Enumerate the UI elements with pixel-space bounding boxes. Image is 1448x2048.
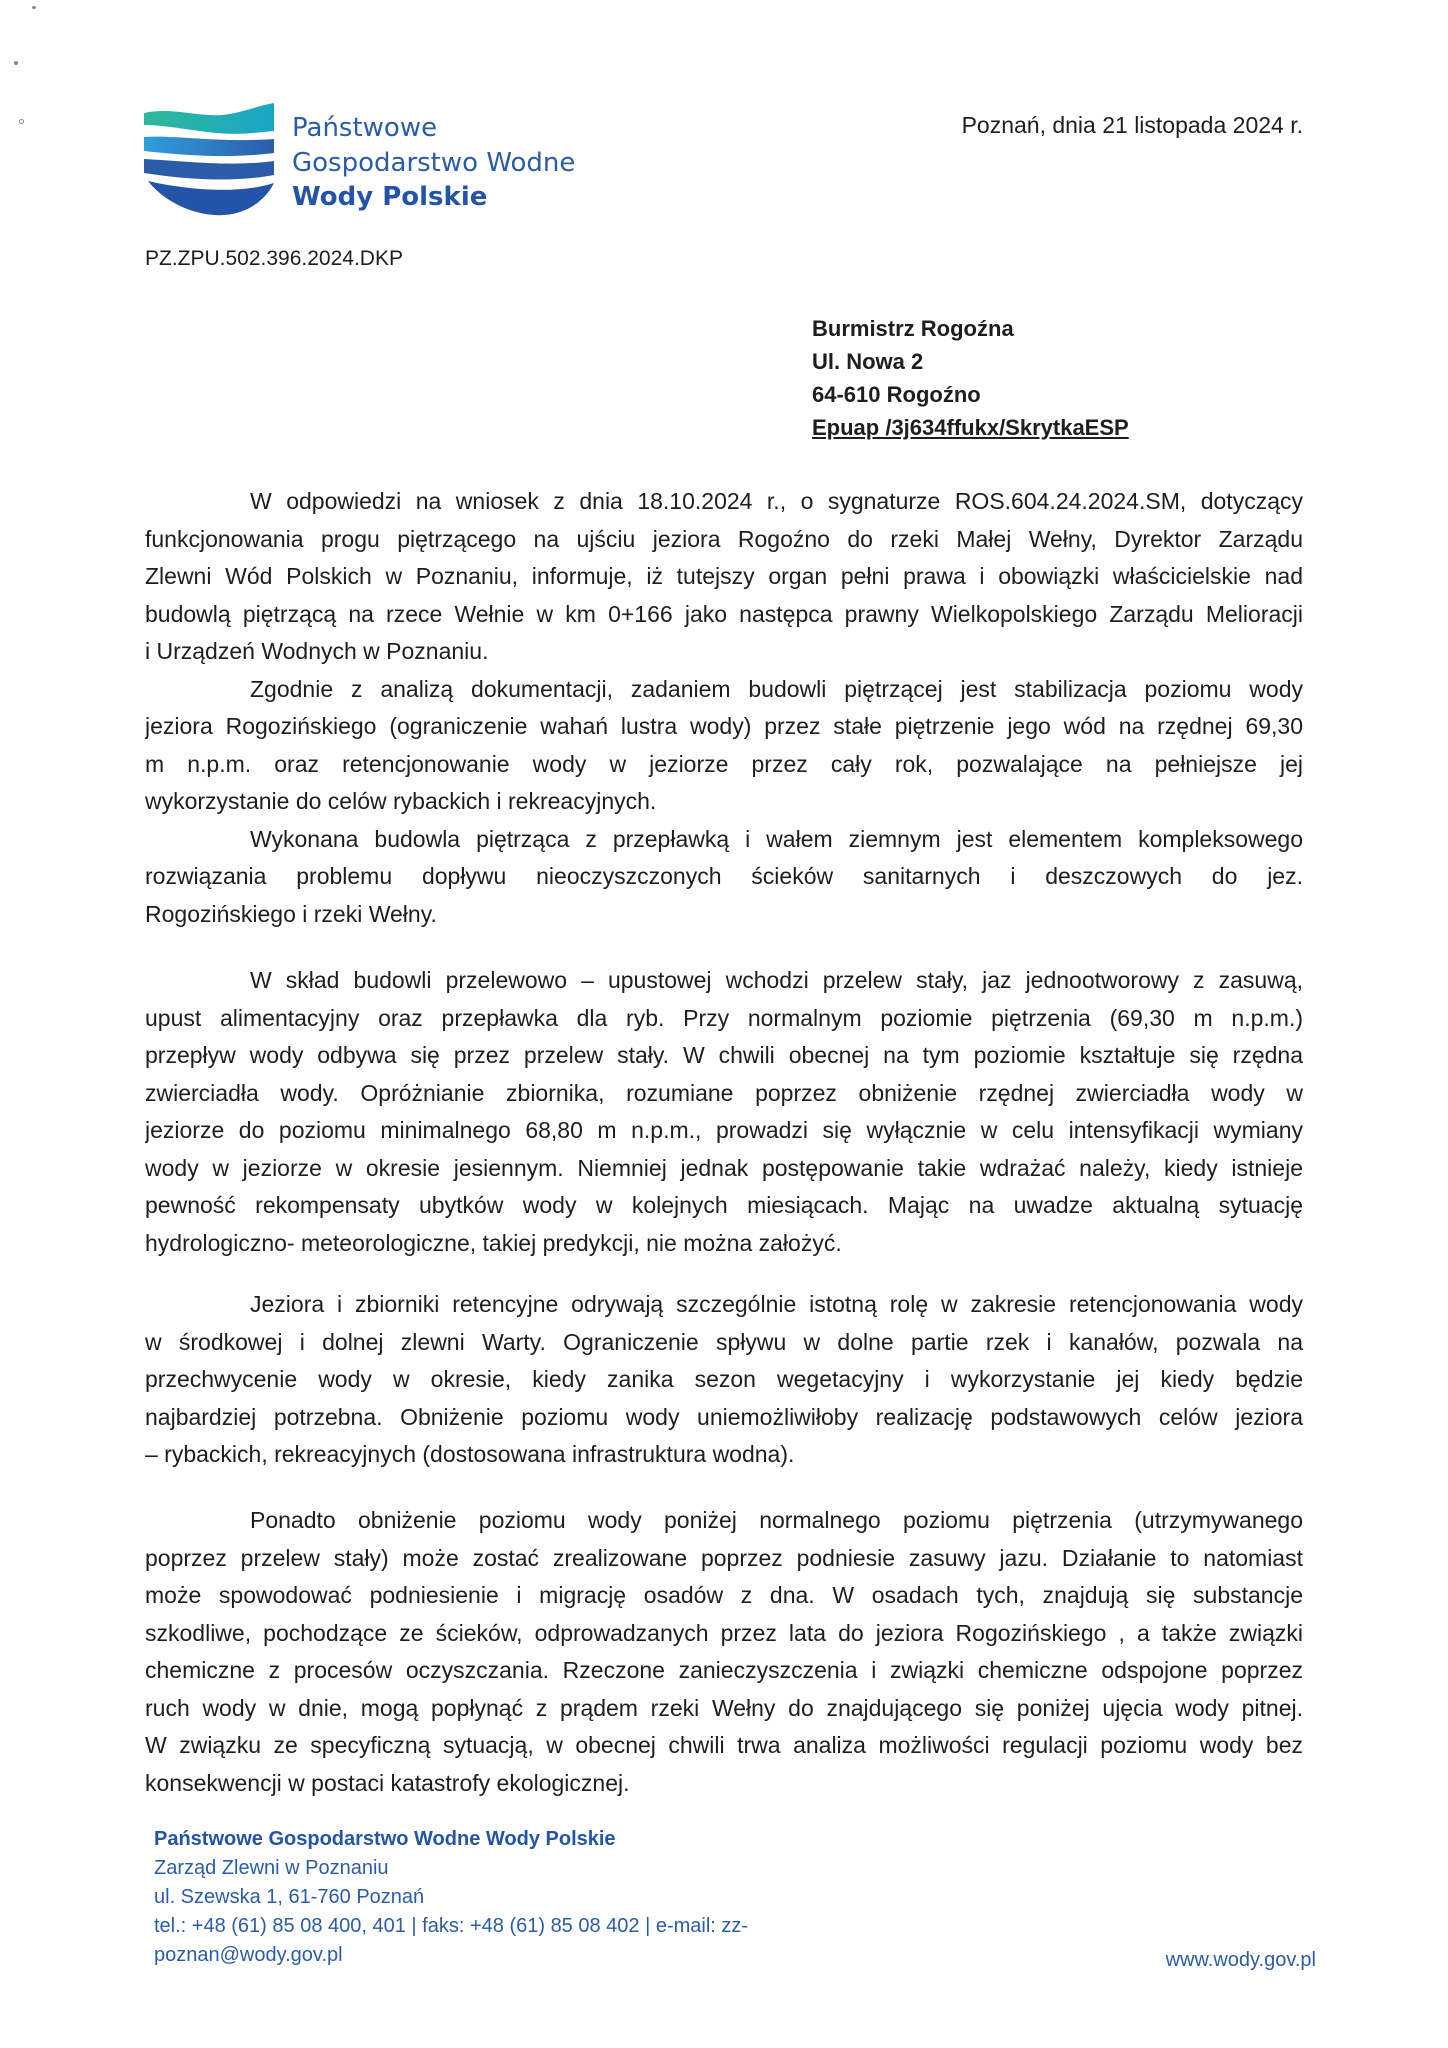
body-paragraph (145, 962, 1303, 1262)
text-line: przechwycenie wody w okresie, kiedy zanika sezon wegetacyjny i wykorzystanie jej kiedy będzie (145, 1366, 1303, 1392)
text-line: Wykonana budowla piętrząca z przepławką i wałem ziemnym jest elementem kompleksowego (250, 825, 1303, 852)
wody-polskie-waves-icon (142, 103, 276, 217)
text-line: Jeziora i zbiorniki retencyjne odrywają szczególnie istotną rolę w zakresie retencjonowania wody (250, 1291, 1303, 1317)
text-line: budowlą piętrzącą na rzece Wełnie w km 0+166 jako następca prawny Wielkopolskiego Zarządu Melioracji (145, 600, 1303, 627)
logo-wordmark (292, 111, 575, 215)
text-line: w środkowej i dolnej zlewni Warty. Ograniczenie spływu w dolne partie rzek i kanałów, pozwala na (145, 1328, 1303, 1355)
reference-number: PZ.ZPU.502.396.2024.DKP (145, 247, 403, 270)
footer-organization: Państwowe Gospodarstwo Wodne Wody Polskie (154, 1827, 616, 1850)
text-line: jeziora Rogozińskiego (ograniczenie wahań lustra wody) przez stałe piętrzenie jego wód na rzędnej 69,30 (145, 713, 1303, 739)
recipient-city: 64-610 Rogoźno (812, 382, 981, 407)
text-line: wody w jeziorze w okresie jesiennym. Niemniej jednak postępowanie takie wdrażać należy, kiedy istnieje (145, 1154, 1303, 1181)
text-line: szkodliwe, pochodzące ze ścieków, odprowadzanych przez lata do jeziora Rogozińskiego , a także związki (145, 1619, 1303, 1646)
text-line: może spowodować podniesienie i migrację osadów z dna. W osadach tych, znajdują się substancje (145, 1582, 1303, 1608)
text-line: W odpowiedzi na wniosek z dnia 18.10.2024 r., o sygnaturze ROS.604.24.2024.SM, dotyczący (250, 488, 1303, 514)
text-line: poprzez przelew stały) może zostać zrealizowane poprzez podniesie zasuwy jazu. Działanie to natomiast (145, 1544, 1303, 1571)
text-line: W skład budowli przelewowo – upustowej wchodzi przelew stały, jaz jednootworowy z zasuwą, (250, 967, 1303, 993)
body-paragraph (145, 1502, 1303, 1802)
text-line: wykorzystanie do celów rybackich i rekreacyjnych. (145, 788, 657, 814)
footer-unit: Zarząd Zlewni w Poznaniu (154, 1856, 389, 1879)
text-line: hydrologiczno- meteorologiczne, takiej predykcji, nie można założyć. (145, 1229, 842, 1256)
recipient-address (812, 312, 1129, 444)
body-paragraph (145, 671, 1303, 821)
text-line: Ponadto obniżenie poziomu wody poniżej normalnego poziomu piętrzenia (utrzymywanego (250, 1507, 1303, 1533)
footer-contact-block (154, 1825, 748, 1970)
scan-speck (32, 6, 36, 9)
body-paragraph (145, 821, 1303, 934)
recipient-epuap: Epuap /3j634ffukx/SkrytkaESP (812, 415, 1129, 440)
logo-line: Wody Polskie (292, 182, 488, 212)
text-line: przepływ wody odbywa się przez przelew stały. W chwili obecnej na tym poziomie kształtuje się rzędna (145, 1042, 1303, 1068)
text-line: funkcjonowania progu piętrzącego na ujściu jeziora Rogoźno do rzeki Małej Wełny, Dyrektor Zarządu (145, 525, 1303, 552)
footer-address: ul. Szewska 1, 61-760 Poznań (154, 1885, 425, 1908)
scan-speck (14, 61, 18, 65)
text-line: Rogozińskiego i rzeki Wełny. (145, 900, 437, 927)
text-line: najbardziej potrzebna. Obniżenie poziomu wody uniemożliwiłoby realizację podstawowych celów jeziora (145, 1403, 1303, 1430)
text-line: chemiczne z procesów oczyszczania. Rzeczone zanieczyszczenia i związki chemiczne odspojone poprzez (145, 1657, 1303, 1683)
text-line: Zlewni Wód Polskich w Poznaniu, informuje, iż tutejszy organ pełni prawa i obowiązki właścicielskie nad (145, 563, 1303, 589)
text-line: konsekwencji w postaci katastrofy ekologicznej. (145, 1769, 630, 1796)
footer-contact-line: poznan@wody.gov.pl (154, 1943, 343, 1966)
recipient-name: Burmistrz Rogoźna (812, 316, 1014, 341)
logo-line: Państwowe (292, 113, 438, 143)
text-line: zwierciadła wody. Opróżnianie zbiornika, rozumiane poprzez obniżenie rzędnej zwierciadła wody w (145, 1079, 1303, 1106)
text-line: jeziorze do poziomu minimalnego 68,80 m n.p.m., prowadzi się wyłącznie w celu intensyfikacji wymiany (145, 1117, 1303, 1143)
footer-website: www.wody.gov.pl (1165, 1948, 1316, 1971)
text-line: rozwiązania problemu dopływu nieoczyszczonych ścieków sanitarnych i deszczowych do jez. (145, 863, 1303, 889)
body-paragraph (145, 1286, 1303, 1474)
text-line: m n.p.m. oraz retencjonowanie wody w jeziorze przez cały rok, pozwalające na pełniejsze jej (145, 750, 1303, 777)
text-line: i Urządzeń Wodnych w Poznaniu. (145, 638, 489, 664)
letter-date: Poznań, dnia 21 listopada 2024 r. (961, 112, 1303, 138)
body-paragraph (145, 483, 1303, 671)
footer-contact-line: tel.: +48 (61) 85 08 400, 401 | faks: +48 (61) 85 08 402 | e-mail: zz- (154, 1914, 749, 1937)
logo-line: Gospodarstwo Wodne (292, 147, 576, 178)
text-line: ruch wody w dnie, mogą popłynąć z prądem rzeki Wełny do znajdującego się poniżej ujęcia wody pitnej. (145, 1694, 1303, 1721)
text-line: upust alimentacyjny oraz przepławka dla ryb. Przy normalnym poziomie piętrzenia (69,30 m n.p.m.) (145, 1004, 1303, 1031)
text-line: Zgodnie z analizą dokumentacji, zadaniem budowli piętrzącej jest stabilizacja poziomu wody (250, 675, 1303, 702)
text-line: W związku ze specyficzną sytuacją, w obecnej chwili trwa analiza możliwości regulacji poziomu wody bez (145, 1732, 1303, 1758)
text-line: – rybackich, rekreacyjnych (dostosowana infrastruktura wodna). (145, 1441, 795, 1467)
text-line: pewność rekompensaty ubytków wody w kolejnych miesiącach. Mając na uwadze aktualną sytuację (145, 1192, 1303, 1218)
recipient-street: Ul. Nowa 2 (812, 349, 924, 374)
scan-speck (19, 119, 24, 124)
